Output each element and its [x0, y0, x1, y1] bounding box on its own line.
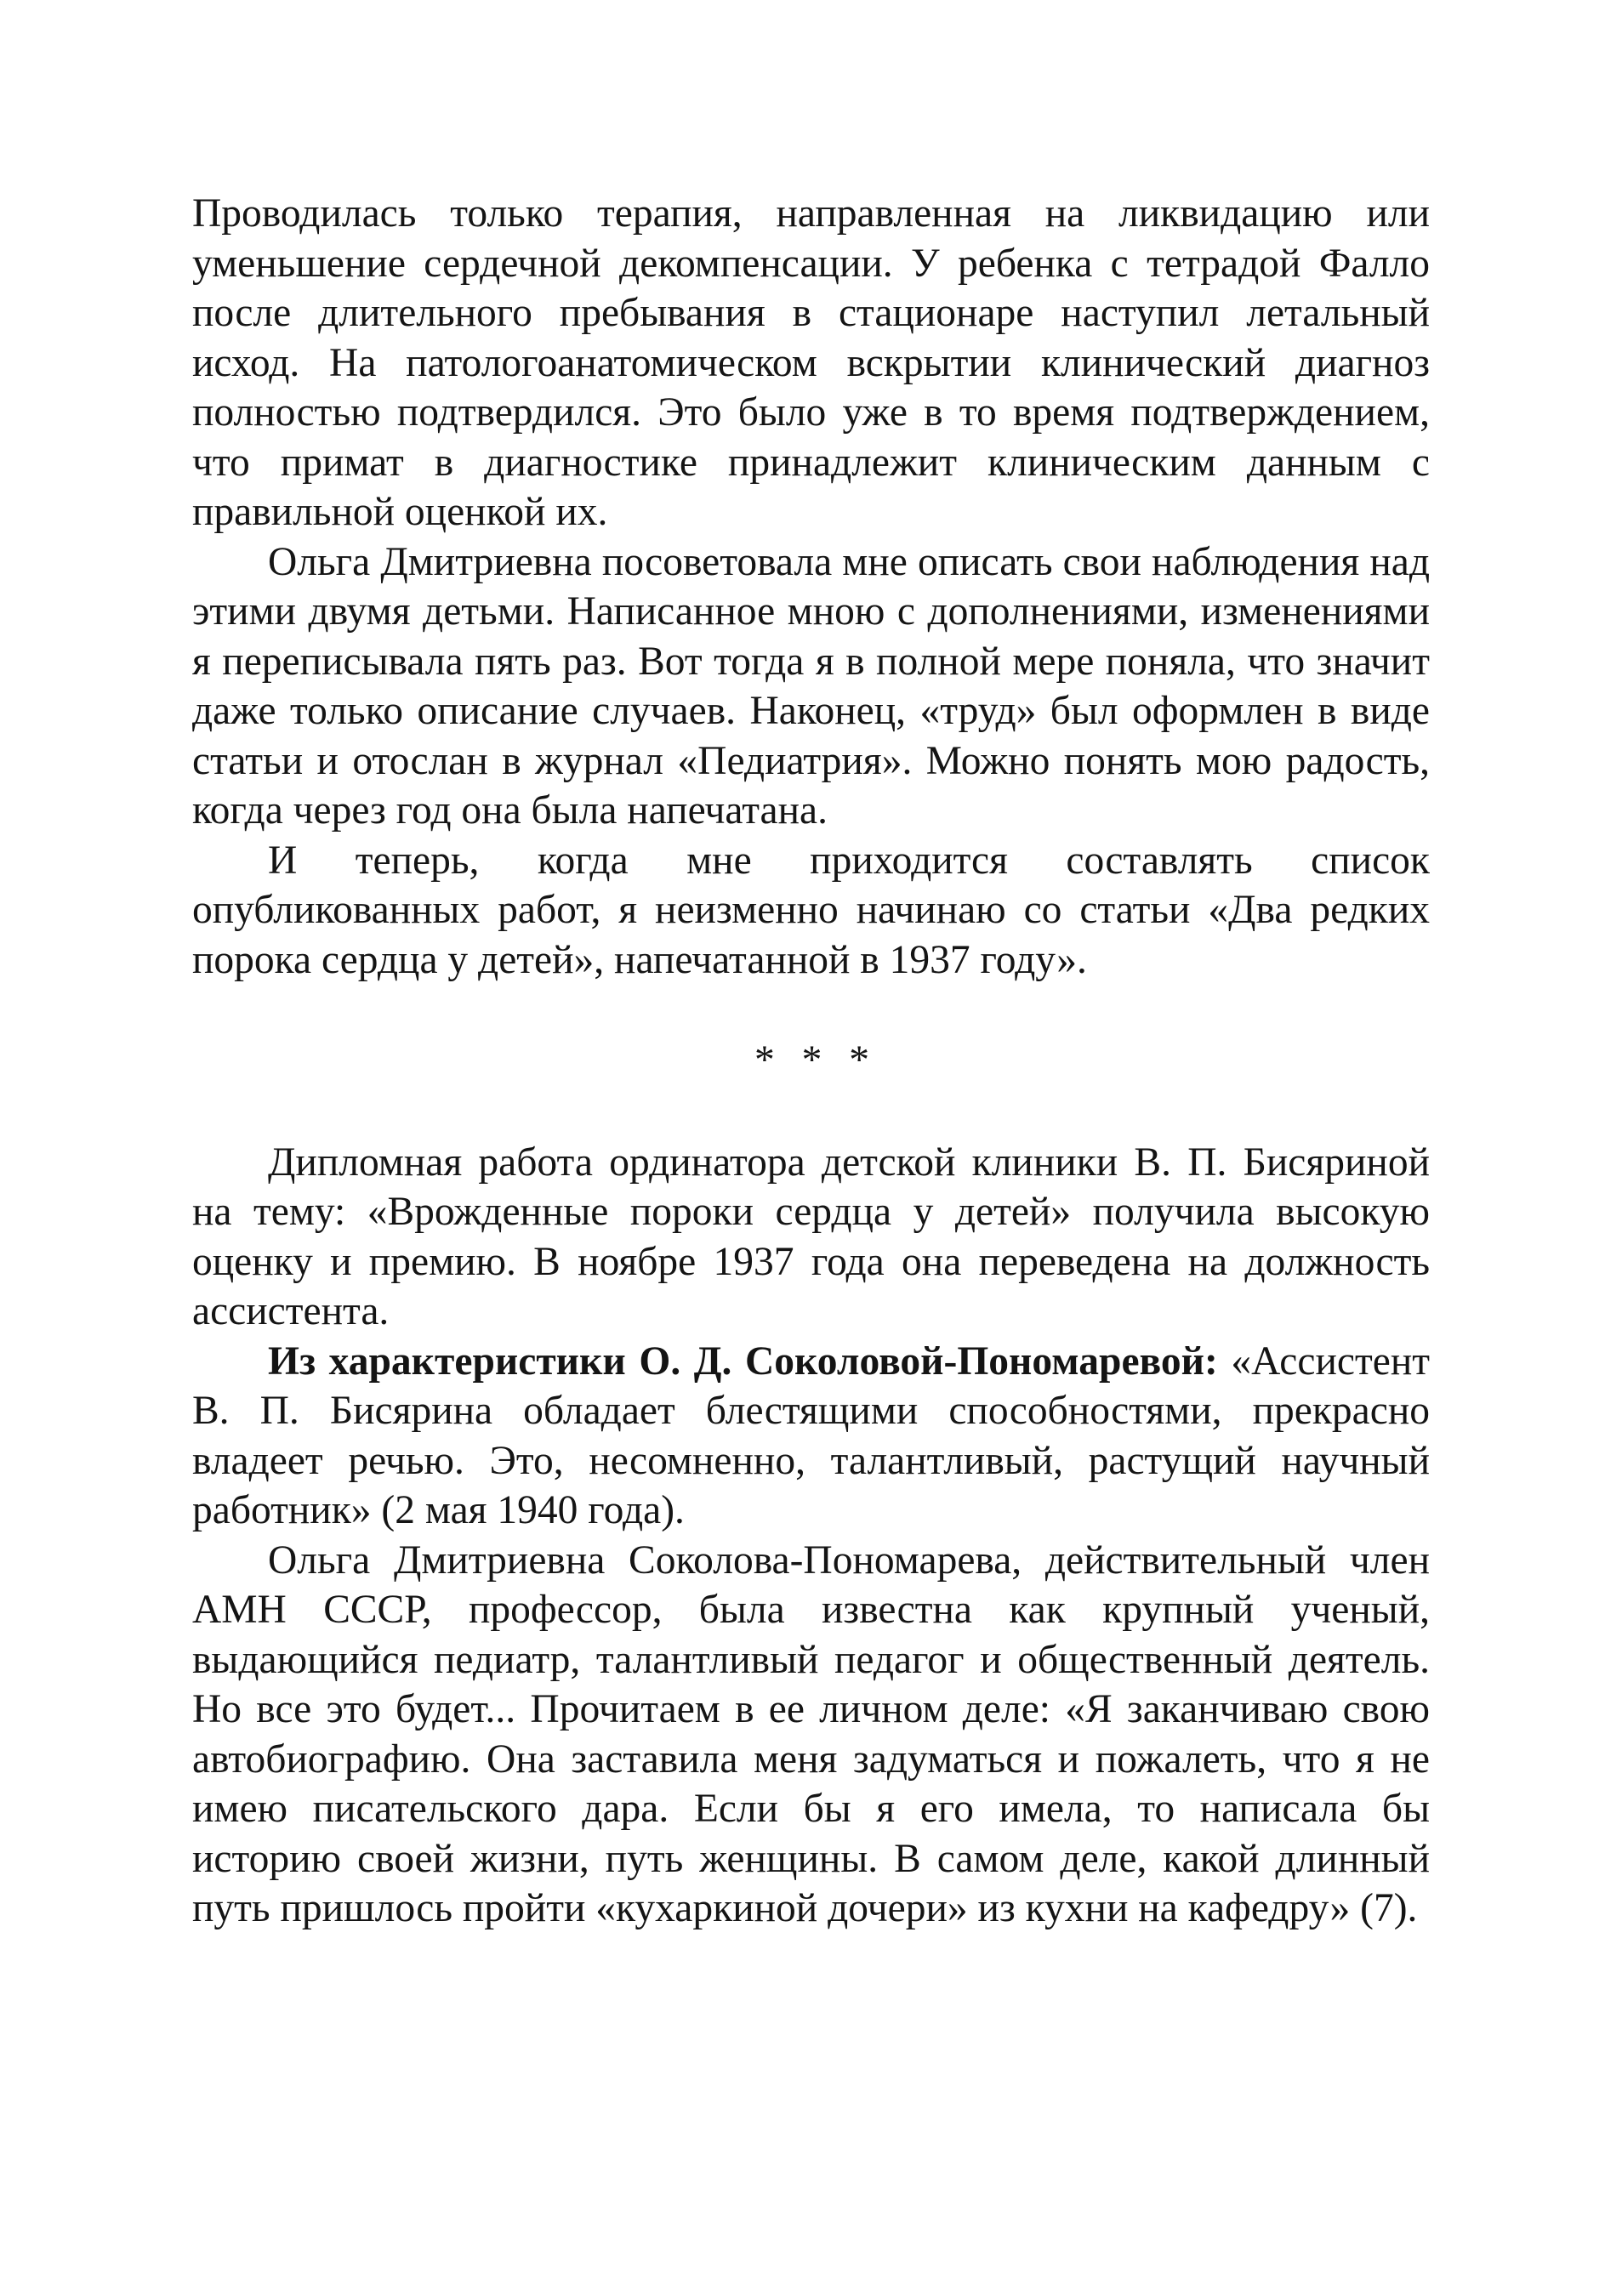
paragraph-terapiya: Проводилась только терапия, направленная на ликвидацию или уменьшение сердечной декомпенсации. У ребенка с тетрадой Фалло после длительного пребывания в стационаре наступил летальный исход. На патологоанатомическом вскрытии клинический диагноз полностью подтвердился. Это было уже в то время подтверждением, что примат в диагностике принадлежит клиническим данным с правильной оценкой их. — [192, 191, 1430, 534]
paragraph-spisok-rabot: И теперь, когда мне приходится составлять список опубликованных работ, я неизменно начинаю со статьи «Два редких порока сердца у детей», напечатанной в 1937 году». — [192, 838, 1430, 982]
section-separator: * * * — [754, 1038, 878, 1083]
paragraph-diplomnaya-rabota: Дипломная работа ординатора детской клиники В. П. Бисяриной на тему: «Врожденные пороки сердца у детей» получила высокую оценку и премию. В ноябре 1937 года она переведена на должность ассистента. — [192, 1139, 1430, 1333]
paragraph-kharakteristika — [192, 1337, 1430, 1536]
paragraph-nablyudeniya: Ольга Дмитриевна посоветовала мне описать свои наблюдения над этими двумя детьми. Написанное мною с дополнениями, изменениями я переписывала пять раз. Вот тогда я в полной мере поняла, что значит даже только описание случаев. Наконец, «труд» был оформлен в виде статьи и отослан в журнал «Педиатрия». Можно понять мою радость, когда через год она была напечатана. — [192, 539, 1430, 833]
kharakteristika-heading: Из характеристики О. Д. Соколовой-Пономаревой: — [268, 1338, 1218, 1384]
paragraph-sokolova-ponomareva: Ольга Дмитриевна Соколова-Пономарева, действительный член АМН СССР, профессор, была известна как крупный ученый, выдающийся педиатр, талантливый педагог и общественный деятель. Но все это будет... Прочитаем в ее личном деле: «Я заканчиваю свою автобиографию. Она заставила меня задуматься и пожалеть, что я не имею писательского дара. Если бы я его имела, то написала бы историю своей жизни, путь женщины. В самом деле, какой длинный путь пришлось пройти «кухаркиной дочери» из кухни на кафедру» (7). — [192, 1537, 1430, 1930]
kharakteristika-quote: «Ассистент В. П. Бисярина обладает блестящими способностями, прекрасно владеет речью. Это, несомненно, талантливый, растущий научный работник» (2 мая 1940 года). — [192, 1338, 1430, 1532]
document-page — [192, 189, 1430, 1934]
